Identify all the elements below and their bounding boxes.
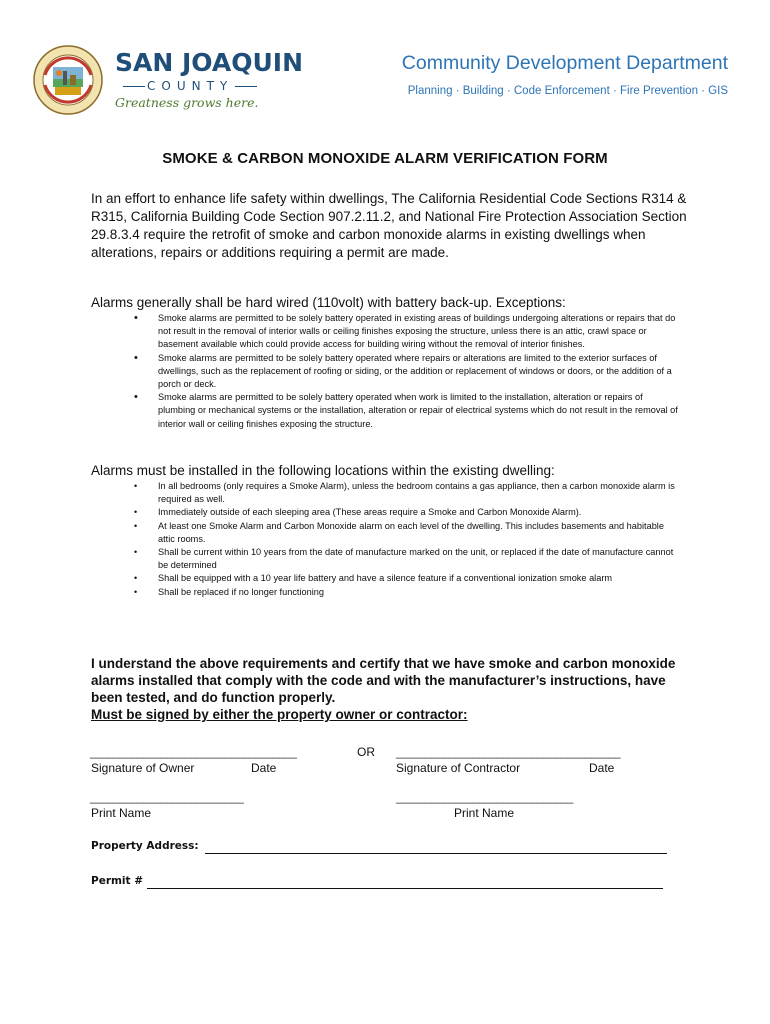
locations-heading: Alarms must be installed in the following locations within the existing dwelling: (91, 463, 555, 478)
permit-row (91, 871, 663, 889)
must-sign-note: Must be signed by either the property owner or contractor: (91, 707, 468, 722)
department-divisions: Planning · Building · Code Enforcement · Fire Prevention · GIS (407, 85, 728, 97)
wiring-heading: Alarms generally shall be hard wired (110volt) with battery back-up. Exceptions: (91, 295, 566, 310)
intro-paragraph: In an effort to enhance life safety within dwellings, The California Residential Code Sections R314 & R315, California Building Code Section 907.2.11.2, and National Fire Protection Association Section 29.8.3.4 require the retrofit of smoke and carbon monoxide alarms in existing dwellings when alterations, repairs or additions requiring a permit are made. (91, 191, 687, 260)
list-item: • Shall be current within 10 years from the date of manufacture marked on the unit, or replaced if the date of manufacture cannot be determined (158, 546, 678, 572)
list-item: • Immediately outside of each sleeping area (These areas require a Smoke and Carbon Monoxide Alarm). (158, 506, 678, 519)
county-seal (33, 45, 103, 115)
certification-statement (91, 655, 691, 723)
permit-label: Permit # (91, 875, 144, 887)
logo-county-name: SAN JOAQUIN (115, 48, 303, 77)
contractor-signature-field[interactable]: ______________________________________ (396, 747, 621, 759)
property-address-row (91, 836, 667, 854)
contractor-signature-label: Signature of Contractor (396, 761, 521, 775)
list-item: • Smoke alarms are permitted to be solely battery operated when work is limited to the installation, alteration or repairs of plumbing or mechanical systems or the installation, alteration or repair of electrical systems which do not result in the removal of interior wall or ceiling finishes exposing the structure. (158, 391, 678, 431)
certification-text: I understand the above requirements and certify that we have smoke and carbon monoxide alarms installed that comply with the code and with the manufacturer’s instructions, have been tested, and do function properly. (91, 656, 676, 705)
form-title: SMOKE & CARBON MONOXIDE ALARM VERIFICATION FORM (162, 150, 608, 167)
list-item: • Smoke alarms are permitted to be solely battery operated where repairs or alterations are limited to the exterior surfaces of dwellings, such as the replacement of roofing or siding, or the addition or replacement of windows or doors, or the addition of a porch or deck. (158, 352, 678, 392)
owner-print-name-field[interactable]: __________________________ (90, 792, 244, 804)
owner-signature-field[interactable]: ___________________________________ (90, 747, 297, 759)
logo-county-word: COUNTY (115, 78, 255, 94)
owner-print-name-label: Print Name (91, 806, 152, 820)
list-item: • Smoke alarms are permitted to be solely battery operated in existing areas of buildings undergoing alterations or repairs that do not result in the removal of interior walls or ceiling finishes exposing the structure, unless there is an attic, crawl space or basement available which could provide access for building wiring without the removal of interior finishes. (158, 312, 678, 352)
permit-number-field[interactable] (147, 876, 663, 889)
exceptions-list (158, 312, 678, 431)
list-item: • In all bedrooms (only requires a Smoke Alarm), unless the bedroom contains a gas appliance, then a carbon monoxide alarm is required as well. (158, 480, 678, 506)
list-item: • Shall be replaced if no longer functioning (158, 586, 678, 599)
list-item: • At least one Smoke Alarm and Carbon Monoxide alarm on each level of the dwelling. This includes basements and habitable attic rooms. (158, 520, 678, 546)
locations-list (158, 480, 678, 599)
contractor-date-label: Date (589, 761, 615, 775)
property-address-field[interactable] (205, 841, 667, 854)
contractor-print-name-label: Print Name (454, 806, 515, 820)
department-title: Community Development Department (401, 52, 728, 74)
or-separator: OR (357, 745, 375, 759)
owner-signature-label: Signature of Owner (91, 761, 195, 775)
property-address-label: Property Address: (91, 840, 199, 852)
logo-tagline: Greatness grows here. (115, 95, 259, 110)
owner-date-label: Date (251, 761, 277, 775)
list-item: • Shall be equipped with a 10 year life battery and have a silence feature if a conventional ionization smoke alarm (158, 572, 678, 585)
county-logo (115, 48, 303, 112)
contractor-print-name-field[interactable]: ______________________________ (396, 792, 573, 804)
